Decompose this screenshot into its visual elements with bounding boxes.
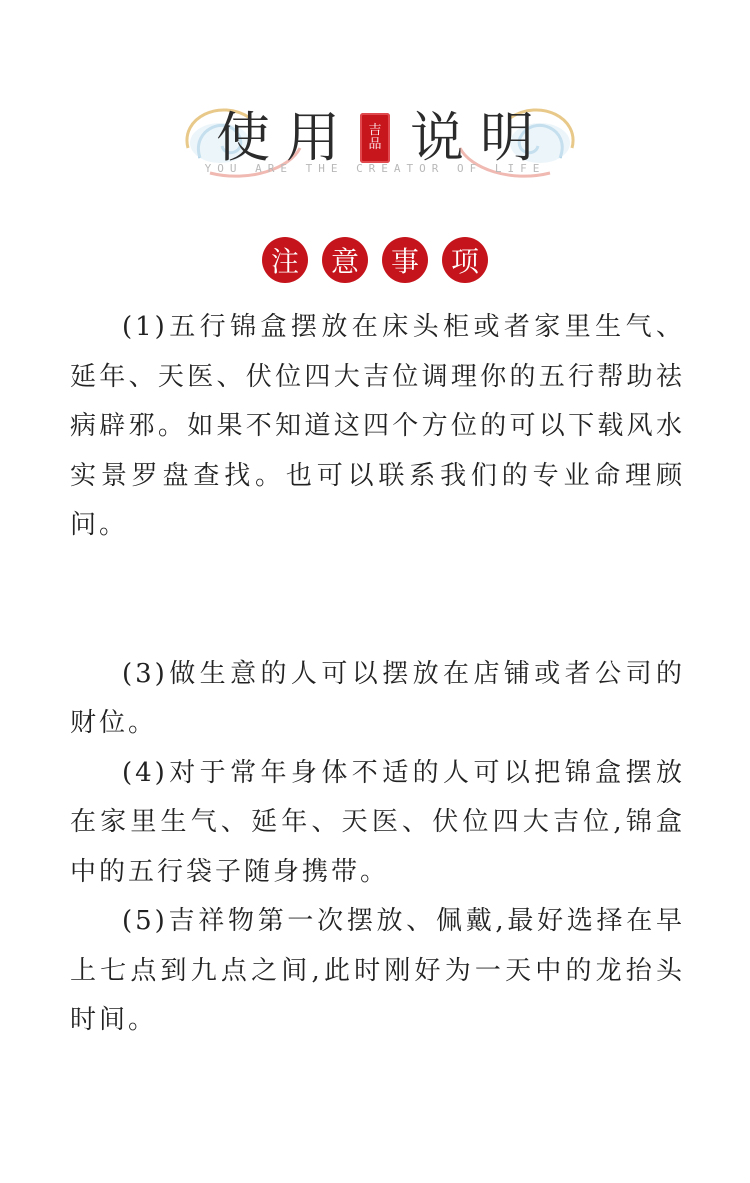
title-char: 明 — [480, 106, 534, 169]
heading-char-circle: 项 — [442, 237, 488, 283]
paragraph: (1)五行锦盒摆放在床头柜或者家里生气、延年、天医、伏位四大吉位调理你的五行帮助祛病辟邪。如果不知道这四个方位的可以下载风水实景罗盘查找。也可以联系我们的专业命理顾问。 — [70, 312, 685, 540]
subtitle: YOU ARE THE CREATOR OF LIFE — [204, 162, 546, 175]
title-char: 使 — [216, 106, 270, 169]
header — [0, 70, 750, 200]
paragraph: (3)做生意的人可以摆放在店铺或者公司的财位。 — [70, 658, 685, 738]
heading-char-circle: 注 — [262, 237, 308, 283]
instructions-body — [70, 303, 685, 1046]
heading-char-circle: 事 — [382, 237, 428, 283]
paragraph: (4)对于常年身体不适的人可以把锦盒摆放在家里生气、延年、天医、伏位四大吉位,锦盒中的五行袋子随身携带。 — [70, 757, 685, 887]
title-char: 说 — [410, 106, 464, 169]
paragraph: (5)吉祥物第一次摆放、佩戴,最好选择在早上七点到九点之间,此时刚好为一天中的龙抬头时间。 — [70, 906, 685, 1035]
heading-char-circle: 意 — [322, 237, 368, 283]
section-heading — [0, 237, 750, 283]
spacer — [70, 551, 685, 650]
title-char: 用 — [286, 106, 340, 169]
seal-stamp: 吉 品 — [360, 113, 390, 163]
